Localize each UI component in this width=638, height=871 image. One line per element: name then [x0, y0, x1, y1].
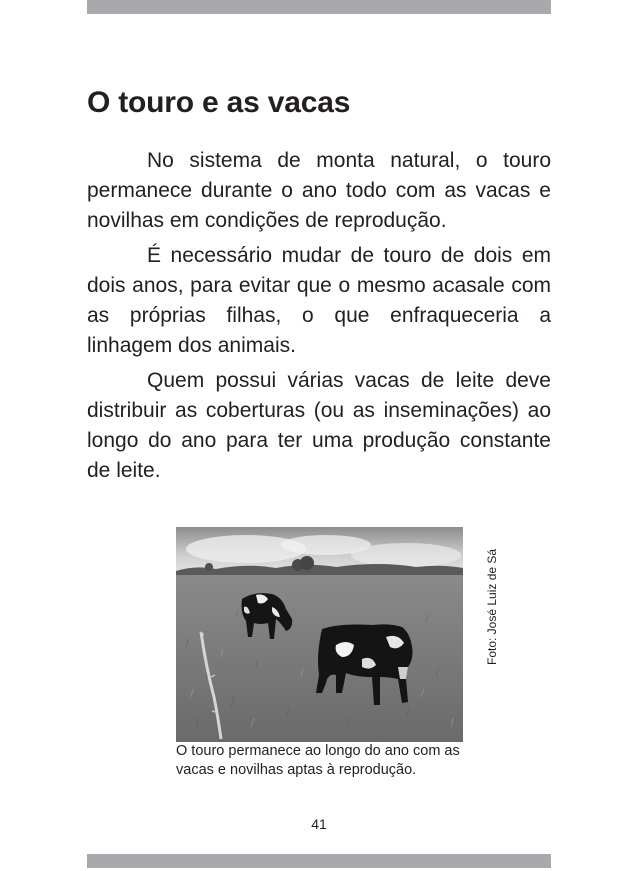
photo-credit: [463, 530, 499, 665]
page-number: 41: [311, 816, 327, 832]
body-text: [87, 146, 551, 491]
pasture-cows-image: [176, 527, 463, 742]
footer-bar: [87, 854, 551, 868]
paragraph-2: É necessário mudar de touro de dois em dois anos, para evitar que o mesmo acasale com as próprias filhas, o que enfraqueceria a linhagem dos animais.: [87, 244, 551, 357]
paragraph-1: No sistema de monta natural, o touro permanece durante o ano todo com as vacas e novilhas em condições de reprodução.: [87, 149, 551, 232]
cattle-photo: [176, 527, 463, 742]
header-bar: [87, 0, 551, 14]
page-title: O touro e as vacas: [87, 86, 351, 119]
photo-credit-text: Foto: José Luiz de Sá: [485, 548, 499, 665]
photo-caption: O touro permanece ao longo do ano com as vacas e novilhas aptas à reprodução.: [176, 743, 460, 778]
paragraph-3: Quem possui várias vacas de leite deve distribuir as coberturas (ou as inseminações) ao longo do ano para ter uma produção constante de leite.: [87, 369, 551, 482]
